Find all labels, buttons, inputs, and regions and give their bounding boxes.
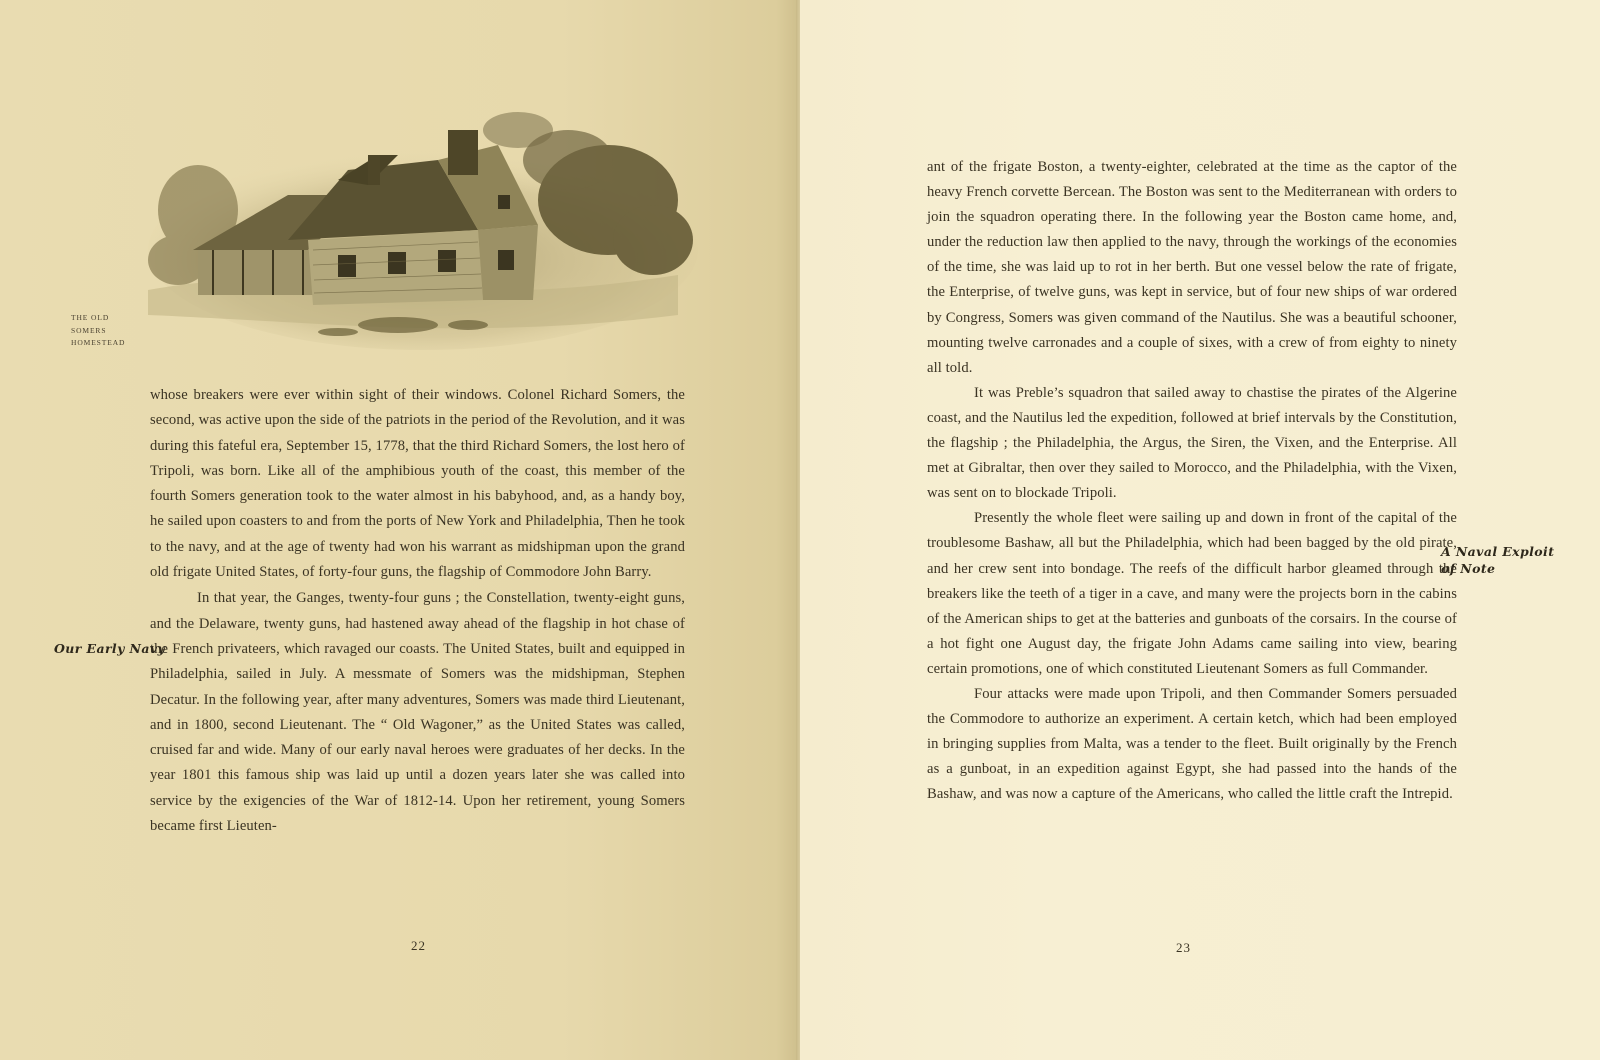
left-body-text xyxy=(150,383,685,839)
sidenote-line: of Note xyxy=(1441,561,1496,576)
paragraph: Four attacks were made upon Tripoli, and then Commander Somers persuaded the Commodore to authorize an experiment. A certain ketch, which had been employed in bringing supplies from Malta, was a tender to the fleet. Built originally by the French as a gunboat, in an expedition against Egypt, she had passed into the hands of the Bashaw, and was now a capture of the Americans, who called the little craft the Intrepid. xyxy=(927,685,1457,803)
paragraph: In that year, the Ganges, twenty-four guns ; the Constellation, twenty-eight guns, and the Delaware, twenty guns, had hastened away ahead of the flagship in hot chase of the French privateers, which ravaged our coasts. The United States, built and equipped in Philadelphia, sailed in July. A messmate of Somers was the midshipman, Stephen Decatur. In the following year, after many adventures, Somers was made third Lieutenant, and in 1800, second Lieutenant. The “ Old Wagoner,” as the United States was called, cruised far and wide. Many of our early naval heroes were graduates of her decks. In the year 1801 this famous ship was laid up until a dozen years later she was called into service by the exigencies of the War of 1812-14. Upon her retirement, young Somers became first Lieuten- xyxy=(150,590,685,835)
caption-line: HOMESTEAD xyxy=(71,338,126,347)
sidenote-line: A Naval Exploit xyxy=(1441,544,1555,559)
paragraph: It was Preble’s squadron that sailed away to chastise the pirates of the Algerine coast, and the Nautilus led the expedition, followed at brief intervals by the Constitution, the flagship ; the Philadelphia, the Argus, the Siren, the Vixen, and the Enterprise. All met at Gibraltar, then over they sailed to Morocco, and the Philadelphia, with the Vixen, was sent on to blockade Tripoli. xyxy=(927,384,1457,502)
paragraph: Presently the whole fleet were sailing up and down in front of the capital of the troublesome Bashaw, all but the Philadelphia, which had been bagged by the old pirate, and her crew sent into bondage. The reefs of the difficult harbor gleamed through the breakers like the teeth of a tiger in a cave, and many were the projects born in the cabins of the American ships to get at the batteries and gunboats of the corsairs. In the course of a hot fight one August day, the frigate John Adams came sailing into view, bearing certain promotions, one of which constituted Lieutenant Somers as full Commander. xyxy=(927,510,1457,677)
homestead-illustration xyxy=(138,100,698,350)
page-number-left: 22 xyxy=(411,938,426,953)
illustration-caption xyxy=(71,312,125,350)
page-number-right: 23 xyxy=(1176,940,1191,955)
paragraph: ant of the frigate Boston, a twenty-eighter, celebrated at the time as the captor of the heavy French corvette Bercean. The Boston was sent to the Mediterranean with orders to join the squadron operating there. In the following year the Boston came home, and, under the reduction law then applied to the navy, through the workings of the economies of the time, she was laid up to rot in her berth. But one vessel below the rate of frigate, the Enterprise, of twelve guns, was kept in service, but of four new ships of war ordered by Congress, Somers was given command of the Nautilus. She was a beautiful schooner, mounting twelve carronades and a couple of sixes, with a crew of from eighty to ninety all told. xyxy=(927,159,1457,376)
caption-line: THE OLD xyxy=(71,313,110,322)
sidenote-naval-exploit xyxy=(1441,543,1554,577)
right-page xyxy=(800,0,1600,1060)
paragraph: whose breakers were ever within sight of their windows. Colonel Richard Somers, the second, was active upon the side of the patriots in the period of the Revolution, and it was during this fateful era, September 15, 1778, that the third Richard Somers, the lost hero of Tripoli, was born. Like all of the amphibious youth of the coast, this member of the fourth Somers generation took to the water almost in his babyhood, and, as a handy boy, he sailed upon coasters to and from the ports of New York and Philadelphia, Then he took to the navy, and at the age of twenty had won his warrant as midshipman upon the grand old frigate United States, of forty-four guns, the flagship of Commodore John Barry. xyxy=(150,387,685,581)
sidenote-our-early-navy: Our Early Navy xyxy=(54,641,166,656)
caption-line: SOMERS xyxy=(71,325,107,335)
right-body-text xyxy=(927,155,1457,807)
